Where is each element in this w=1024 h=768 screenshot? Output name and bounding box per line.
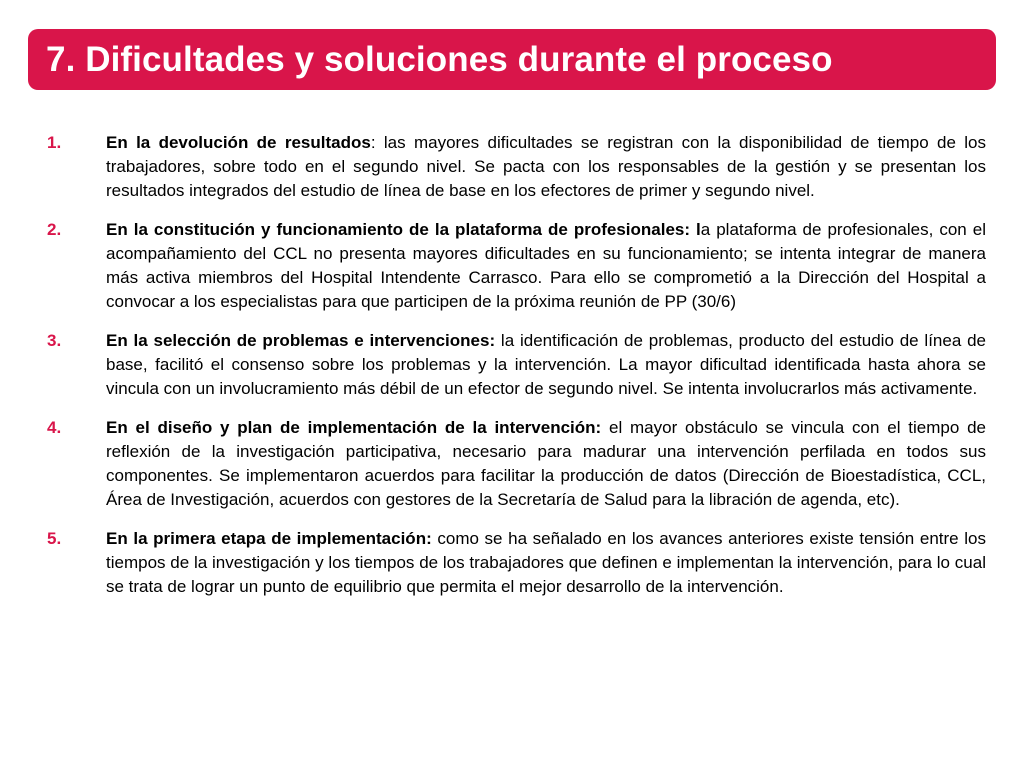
slide-title: 7. Dificultades y soluciones durante el proceso bbox=[46, 40, 833, 79]
list-item-text: el mayor obstáculo se vincula con el tiempo de reflexión de la investigación participativa, necesario para madurar una intervención perfilada en todos sus componentes. Se implementaron acuerdos para facilitar la producción de datos (Dirección de Bioestadística, CCL, Área de Investigación, acuerdos con gestores de la Secretaría de Salud para la libración de agenda, etc). bbox=[106, 418, 986, 509]
list-item bbox=[47, 416, 986, 512]
list-item bbox=[47, 329, 986, 401]
list-item-number: 5. bbox=[47, 529, 62, 548]
list-item-text: : las mayores dificultades se registran con la disponibilidad de tiempo de los trabajadores, sobre todo en el segundo nivel. Se pacta con los responsables de la gestión y se presentan los resultados integrados del estudio de línea de base en los efectores de primer y segundo nivel. bbox=[106, 133, 986, 200]
list-item bbox=[47, 527, 986, 599]
list-item-lead: En la devolución de resultados bbox=[106, 133, 371, 152]
list-item-text: a plataforma de profesionales, con el acompañamiento del CCL no presenta mayores dificultades en su funcionamiento; se intenta integrar de manera más activa miembros del Hospital Intendente Carrasco. Para ello se comprometió a la Dirección del Hospital a convocar a los especialistas para que participen de la próxima reunión de PP (30/6) bbox=[106, 220, 986, 311]
list-item-number: 1. bbox=[47, 133, 62, 152]
list-item bbox=[47, 218, 986, 314]
list-item-number: 3. bbox=[47, 331, 62, 350]
difficulties-list bbox=[47, 131, 986, 599]
list-item-lead: En la constitución y funcionamiento de la plataforma de profesionales: l bbox=[106, 220, 701, 239]
list-item-lead: En la primera etapa de implementación: bbox=[106, 529, 432, 548]
list-item-lead: En la selección de problemas e intervenciones: bbox=[106, 331, 496, 350]
list-item-lead: En el diseño y plan de implementación de la intervención: bbox=[106, 418, 602, 437]
list-item-number: 2. bbox=[47, 220, 62, 239]
title-bar bbox=[28, 29, 996, 90]
list-item-text: la identificación de problemas, producto del estudio de línea de base, facilitó el consenso sobre los problemas y la intervención. La mayor dificultad identificada hasta ahora se vincula con un involucramiento más débil de un efector de segundo nivel. Se intenta involucrarlos más activamente. bbox=[106, 331, 986, 398]
list-item-text: como se ha señalado en los avances anteriores existe tensión entre los tiempos de la investigación y los tiempos de los trabajadores que definen e implementan la intervención, para lo cual se trata de lograr un punto de equilibrio que permita el mejor desarrollo de la intervención. bbox=[106, 529, 986, 596]
list-item bbox=[47, 131, 986, 203]
list-item-number: 4. bbox=[47, 418, 62, 437]
